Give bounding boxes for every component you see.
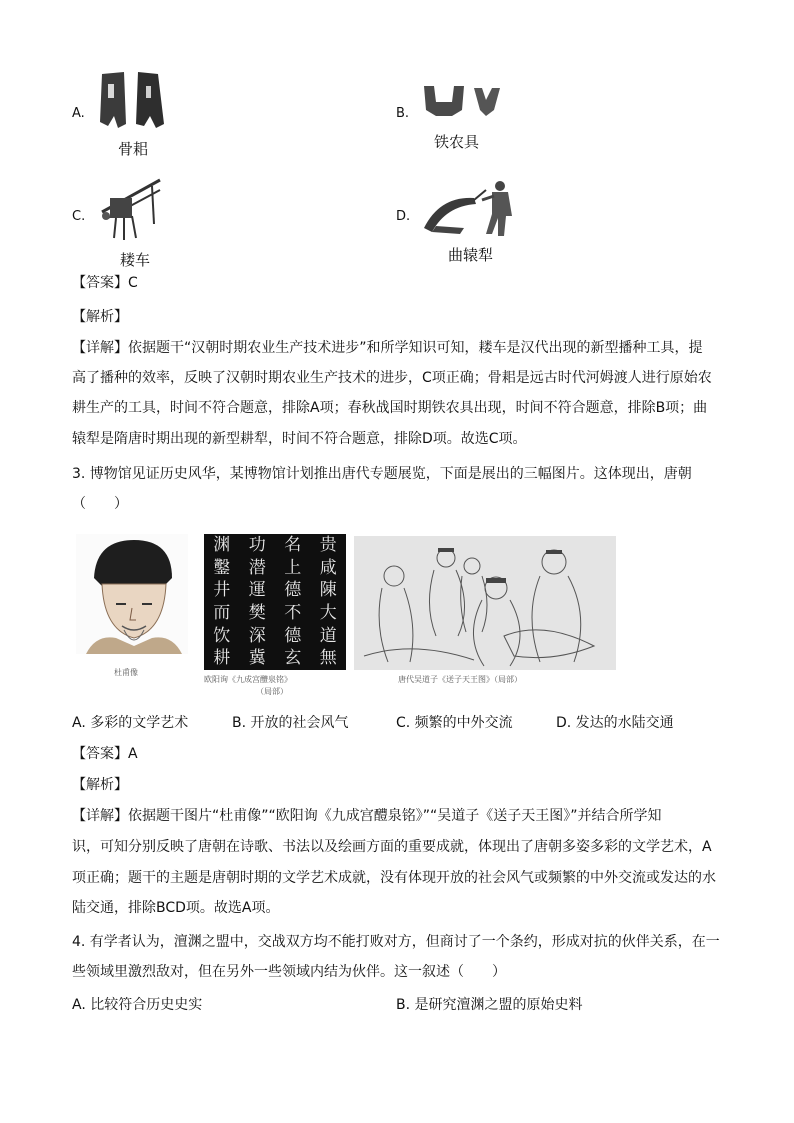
option-a-letter: A. <box>72 106 85 121</box>
q3-stem-line-1: 3. 博物馆见证历史风华，某博物馆计划推出唐代专题展览，下面是展出的三幅图片。这体现出，唐朝 <box>72 466 692 482</box>
q2-analysis-label: 【解析】 <box>72 309 128 325</box>
calligraphy-char: 道 <box>319 625 337 646</box>
option-b-caption: 铁农具 <box>434 133 480 151</box>
q4-option-a: A. 比较符合历史史实 <box>72 997 203 1013</box>
q2-answer <box>72 273 138 293</box>
q3-detail-line-1: 【详解】依据题干图片“杜甫像”“欧阳询《九成宫醴泉铭》”“吴道子《送子天王图》”并结合所学知 <box>72 808 662 824</box>
iron-tools-image <box>422 84 506 120</box>
option-c-caption: 耧车 <box>120 251 151 269</box>
calligraphy-char: 無 <box>319 648 337 669</box>
calligraphy-char: 饮 <box>213 625 231 646</box>
q3-option-d: D. 发达的水陆交通 <box>556 715 674 731</box>
answer-label: 【答案】 <box>72 746 128 762</box>
painting-caption: 唐代吴道子《送子天王图》（局部） <box>398 675 522 684</box>
calligraphy-char: 耕 <box>213 648 231 669</box>
q3-detail-line-3: 项正确；题干的主题是唐朝时期的文学艺术成就，没有体现开放的社会风气或频繁的中外交流或发达的水 <box>72 870 716 886</box>
q2-detail-line-2: 高了播种的效率，反映了汉朝时期农业生产技术的进步，C项正确；骨耜是远古时代河姆渡人进行原始农 <box>72 370 712 386</box>
calligraphy-char: 德 <box>284 580 302 601</box>
q4-stem-line-1: 4. 有学者认为，澶渊之盟中，交战双方均不能打败对方，但商讨了一个条约，形成对抗的伙伴关系，在一 <box>72 934 720 950</box>
calligraphy-char: 運 <box>248 580 266 601</box>
q3-option-b: B. 开放的社会风气 <box>232 715 349 731</box>
answer-value: C <box>128 275 138 291</box>
q3-stem-line-2: （ ） <box>72 496 128 512</box>
curved-plow-image <box>420 176 522 238</box>
calligraphy-char: 贵 <box>319 535 337 555</box>
q2-detail-line-4: 辕犁是隋唐时期出现的新型耕犁，时间不符合题意，排除D项。故选C项。 <box>72 431 527 447</box>
calligraphy-char: 樊 <box>248 602 266 623</box>
q2-detail-line-3: 耕生产的工具，时间不符合题意，排除A项；春秋战国时期铁农具出现，时间不符合题意，排除B项；曲 <box>72 400 708 416</box>
calligraphy-char: 冀 <box>248 648 266 669</box>
calligraphy-char: 井 <box>213 580 231 601</box>
calligraphy-char: 玄 <box>284 648 302 669</box>
calligraphy-char: 陳 <box>319 580 337 601</box>
q3-option-a: A. 多彩的文学艺术 <box>72 715 189 731</box>
q4-option-b: B. 是研究澶渊之盟的原始史料 <box>396 997 583 1013</box>
seed-drill-image <box>94 172 166 244</box>
q2-detail-line-1: 【详解】依据题干“汉朝时期农业生产技术进步”和所学知识可知，耧车是汉代出现的新型播种工具，提 <box>72 340 703 356</box>
painting-image <box>354 536 616 670</box>
calligraphy-caption-part: （局部） <box>256 687 288 696</box>
calligraphy-rubbing-image <box>204 534 346 670</box>
calligraphy-char: 功 <box>248 535 266 555</box>
option-d-caption: 曲辕犁 <box>448 246 494 264</box>
calligraphy-char: 潜 <box>248 557 266 578</box>
q4-stem-line-2: 些领域里激烈敌对，但在另外一些领域内结为伙伴。这一叙述（ ） <box>72 964 506 980</box>
q3-answer <box>72 744 138 764</box>
calligraphy-char: 而 <box>213 602 231 623</box>
option-a-caption: 骨耜 <box>118 140 149 158</box>
calligraphy-char: 渊 <box>213 535 231 555</box>
portrait-caption: 杜甫像 <box>114 668 138 677</box>
q3-analysis-label: 【解析】 <box>72 777 128 793</box>
calligraphy-caption: 欧阳询《九成宫醴泉铭》 <box>204 675 292 684</box>
q3-detail-line-2: 识，可知分别反映了唐朝在诗歌、书法以及绘画方面的重要成就，体现出了唐朝多姿多彩的文学艺术，A <box>72 839 712 855</box>
calligraphy-char: 鑿 <box>213 557 231 578</box>
calligraphy-char: 德 <box>284 625 302 646</box>
bone-spade-image <box>96 68 168 130</box>
q3-detail-line-4: 陆交通，排除BCD项。故选A项。 <box>72 900 280 916</box>
calligraphy-char: 咸 <box>319 557 337 578</box>
option-d-letter: D. <box>396 209 411 224</box>
option-b-letter: B. <box>396 106 410 121</box>
calligraphy-char: 大 <box>319 602 337 623</box>
calligraphy-char: 深 <box>248 625 266 646</box>
q3-option-c: C. 频繁的中外交流 <box>396 715 513 731</box>
answer-label: 【答案】 <box>72 275 128 291</box>
calligraphy-char: 不 <box>284 602 302 623</box>
answer-value: A <box>128 746 138 762</box>
du-fu-portrait-image <box>76 534 188 654</box>
calligraphy-char: 上 <box>284 557 302 578</box>
calligraphy-char: 名 <box>284 535 302 555</box>
option-c-letter: C. <box>72 209 86 224</box>
